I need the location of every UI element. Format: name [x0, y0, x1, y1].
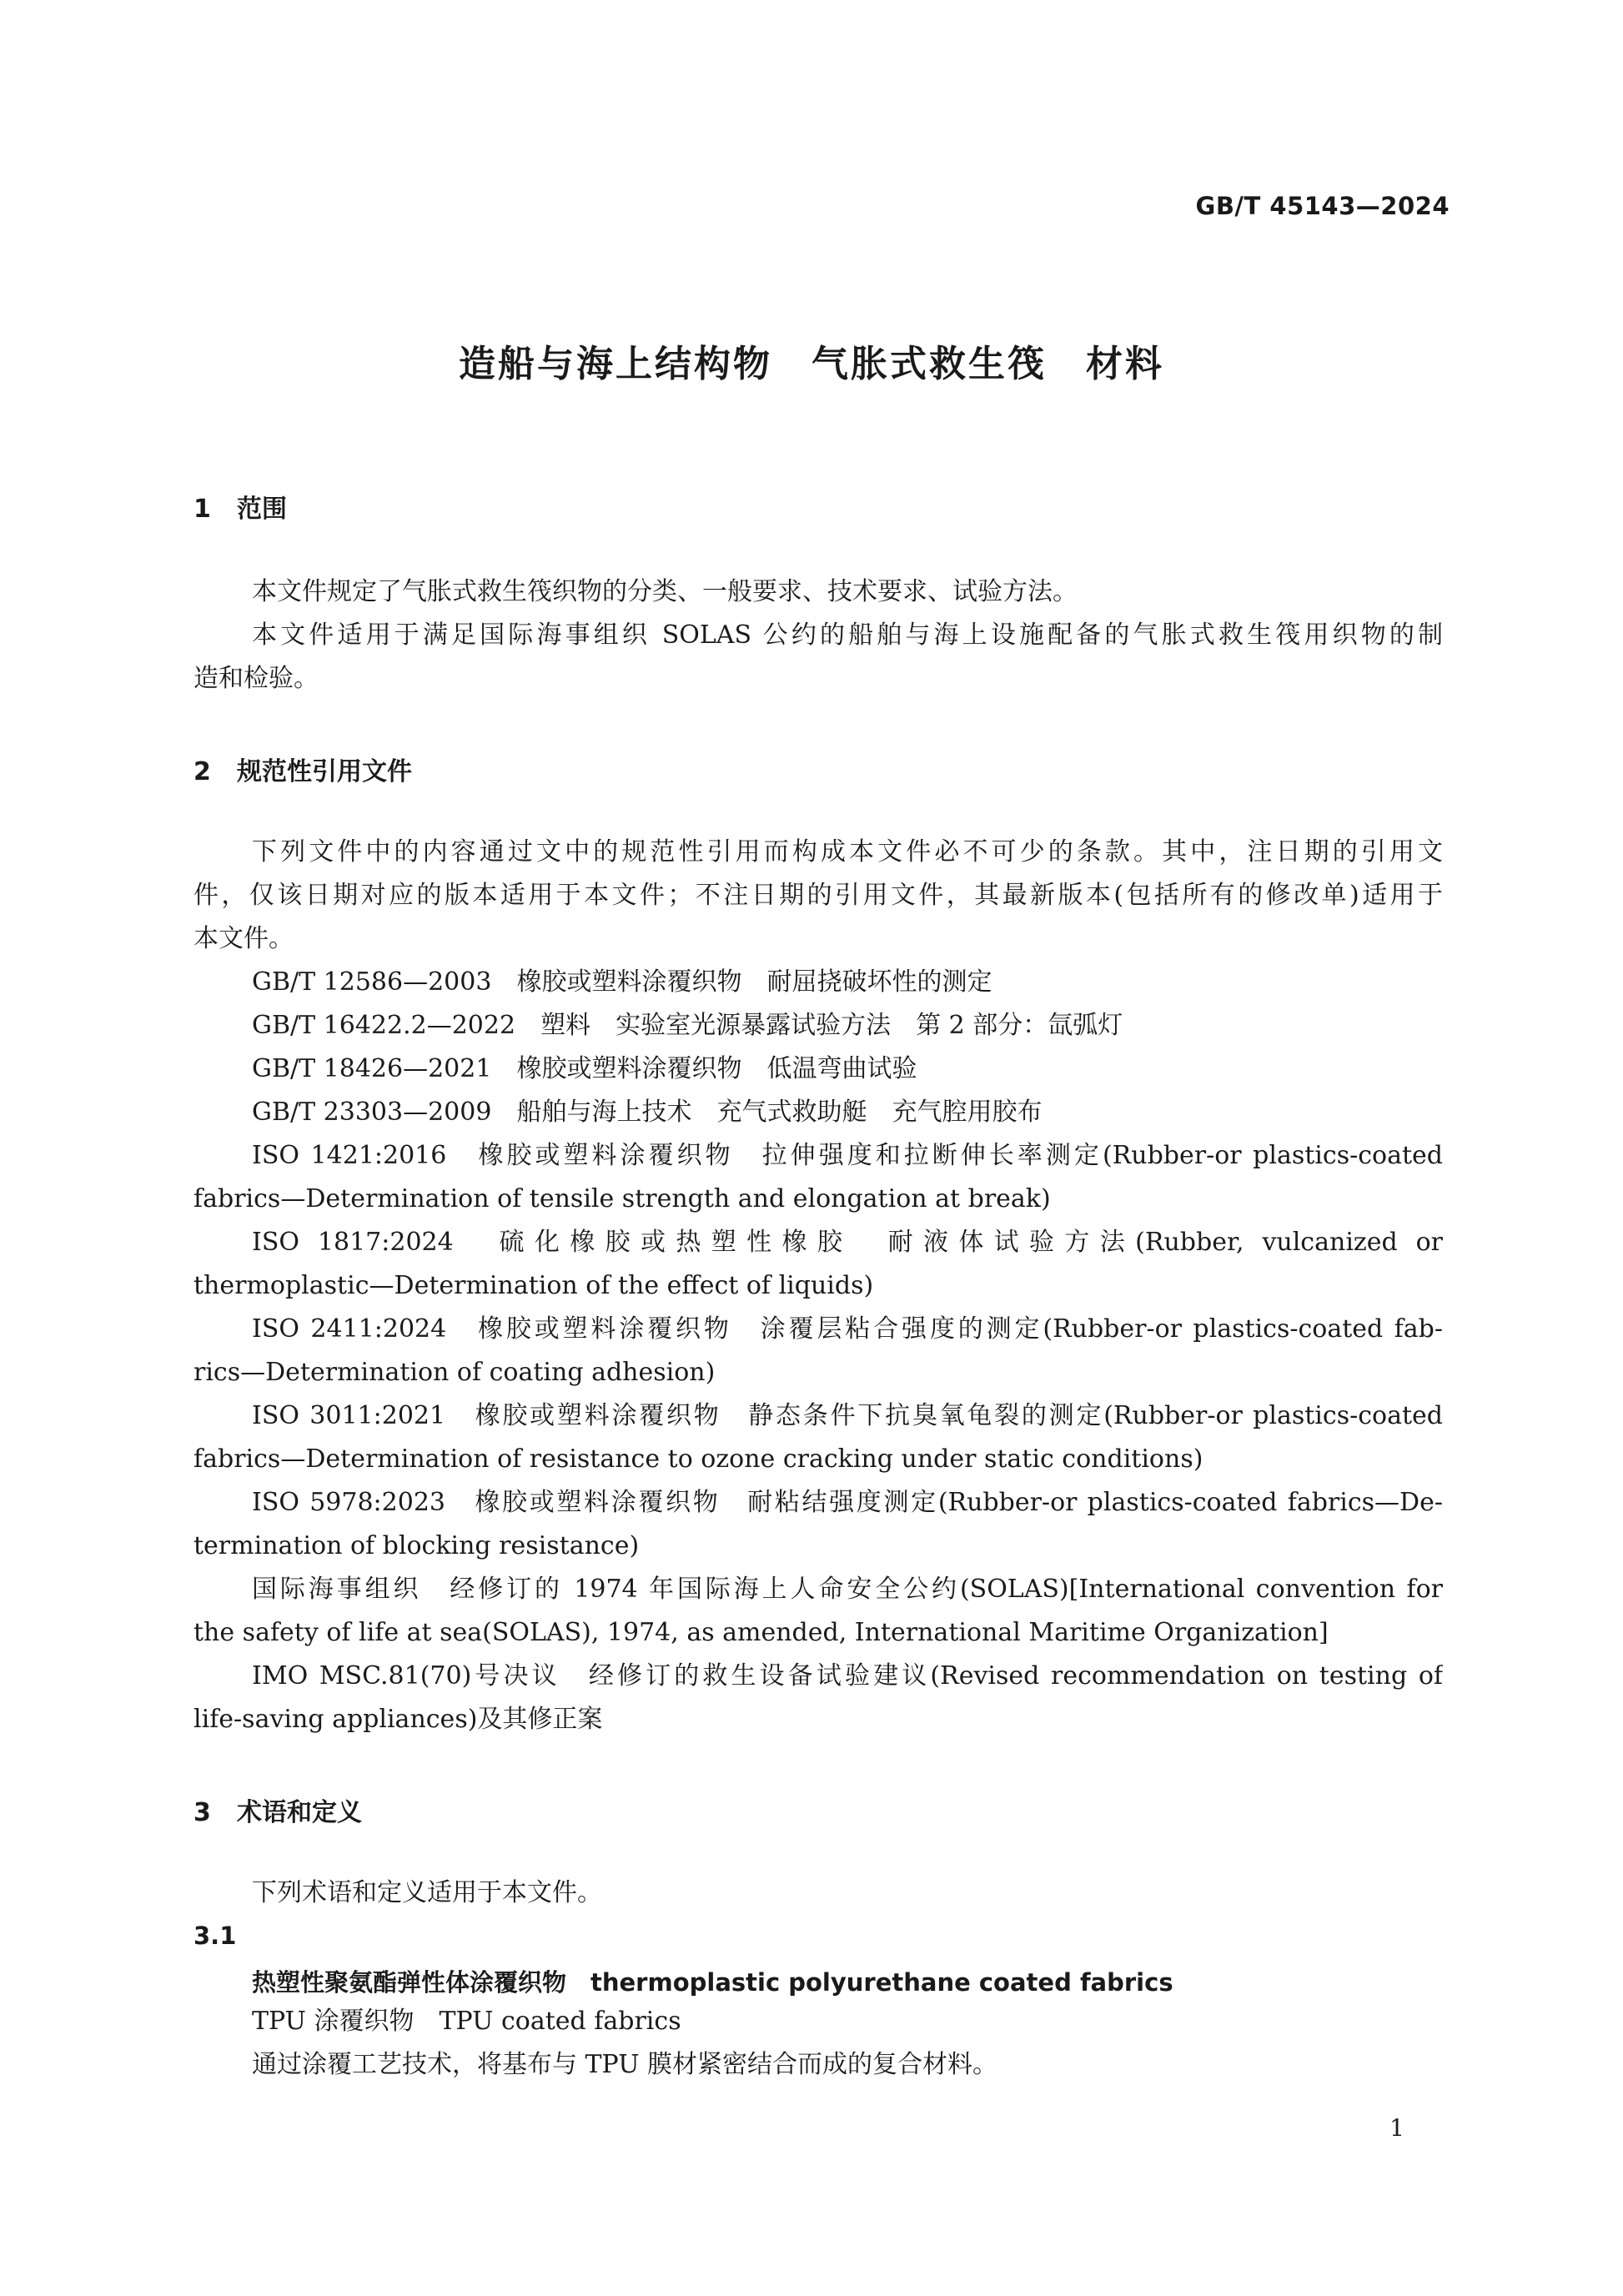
- reference-item: ISO 1817:2024 硫化橡胶或热塑性橡胶 耐液体试验方法(Rubber, vulcanized or: [252, 1228, 1443, 1257]
- paragraph-line: 本文件规定了气胀式救生筏织物的分类、一般要求、技术要求、试验方法。: [252, 577, 1078, 606]
- term-alias: TPU 涂覆织物 TPU coated fabrics: [252, 2007, 681, 2036]
- section-1-heading: [193, 488, 287, 525]
- paragraph-line: 本文件适用于满足国际海事组织 SOLAS 公约的船舶与海上设施配备的气胀式救生筏用织物的制: [252, 620, 1443, 650]
- section-3-heading: [193, 1791, 362, 1828]
- reference-item: 国际海事组织 经修订的 1974 年国际海上人命安全公约(SOLAS)[International convention for: [252, 1575, 1443, 1604]
- term-title: 热塑性聚氨酯弹性体涂覆织物 thermoplastic polyurethane coated fabrics: [252, 1968, 1173, 1997]
- page-number: 1: [1389, 2114, 1404, 2142]
- section-2-heading: [193, 751, 412, 787]
- reference-item: GB/T 18426—2021 橡胶或塑料涂覆织物 低温弯曲试验: [252, 1054, 917, 1083]
- reference-item-continuation: rics—Determination of coating adhesion): [193, 1358, 716, 1387]
- reference-item: ISO 5978:2023 橡胶或塑料涂覆织物 耐粘结强度测定(Rubber-or plastics-coated fabrics—De-: [252, 1488, 1443, 1517]
- reference-item-continuation: fabrics—Determination of tensile strength and elongation at break): [193, 1184, 1051, 1213]
- reference-item: IMO MSC.81(70)号决议 经修订的救生设备试验建议(Revised recommendation on testing of: [252, 1661, 1443, 1691]
- reference-item: ISO 2411:2024 橡胶或塑料涂覆织物 涂覆层粘合强度的测定(Rubber-or plastics-coated fab-: [252, 1314, 1443, 1344]
- document-title: 造船与海上结构物 气胀式救生筏 材料: [459, 343, 1164, 385]
- reference-item-continuation: thermoplastic—Determination of the effect of liquids): [193, 1271, 874, 1300]
- section-1-number: 1: [193, 495, 211, 524]
- paragraph-line: 本文件。: [193, 924, 294, 953]
- paragraph-line: 件，仅该日期对应的版本适用于本文件；不注日期的引用文件，其最新版本(包括所有的修改单)适用于: [193, 881, 1443, 910]
- reference-item: ISO 1421:2016 橡胶或塑料涂覆织物 拉伸强度和拉断伸长率测定(Rubber-or plastics-coated: [252, 1141, 1443, 1170]
- standard-code: GB/T 45143—2024: [1195, 192, 1450, 220]
- section-2-number: 2: [193, 757, 211, 786]
- reference-item: GB/T 23303—2009 船舶与海上技术 充气式救助艇 充气腔用胶布: [252, 1098, 1043, 1127]
- reference-item-continuation: termination of blocking resistance): [193, 1531, 640, 1560]
- term-definition: 通过涂覆工艺技术，将基布与 TPU 膜材紧密结合而成的复合材料。: [252, 2050, 998, 2079]
- reference-item: GB/T 16422.2—2022 塑料 实验室光源暴露试验方法 第 2 部分：氙弧灯: [252, 1011, 1123, 1040]
- section-2-title: 规范性引用文件: [237, 757, 412, 786]
- paragraph-line: 下列术语和定义适用于本文件。: [252, 1878, 602, 1907]
- section-1-title: 范围: [237, 495, 287, 524]
- paragraph-line: 造和检验。: [193, 664, 319, 693]
- reference-item: GB/T 12586—2003 橡胶或塑料涂覆织物 耐屈挠破坏性的测定: [252, 967, 992, 997]
- reference-item: ISO 3011:2021 橡胶或塑料涂覆织物 静态条件下抗臭氧龟裂的测定(Rubber-or plastics-coated: [252, 1401, 1443, 1430]
- paragraph-line: 下列文件中的内容通过文中的规范性引用而构成本文件必不可少的条款。其中，注日期的引用文: [252, 837, 1443, 867]
- reference-item-continuation: life-saving appliances)及其修正案: [193, 1705, 603, 1734]
- reference-item-continuation: the safety of life at sea(SOLAS), 1974, as amended, International Maritime Organization]: [193, 1618, 1329, 1647]
- term-number: 3.1: [193, 1922, 237, 1950]
- section-3-number: 3: [193, 1798, 211, 1827]
- section-3-title: 术语和定义: [237, 1798, 362, 1827]
- reference-item-continuation: fabrics—Determination of resistance to ozone cracking under static conditions): [193, 1444, 1203, 1474]
